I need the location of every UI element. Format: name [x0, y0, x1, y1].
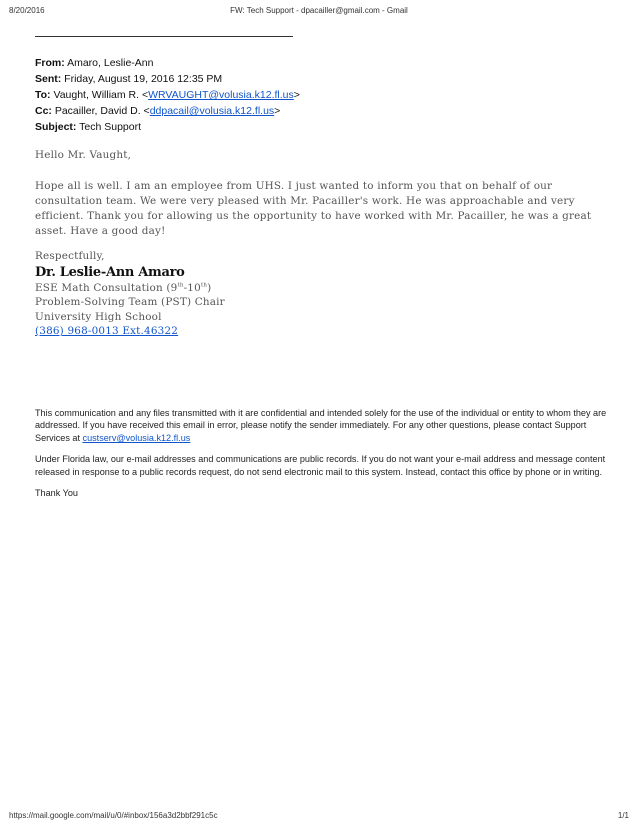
cc-row	[35, 103, 595, 119]
signature-title-prefix: ESE Math Consultation (9	[35, 281, 178, 294]
signature-title-suffix: )	[207, 281, 212, 294]
disclaimer-confidential-text: This communication and any files transmitted with it are confidential and intended solely for the use of the individual or entity to whom they are addressed. If you have received this email in error, please notify the sender immediately. For any other questions, please contact Support Services at	[35, 408, 607, 443]
subject-row	[35, 119, 595, 135]
disclaimer-public-records: Under Florida law, our e-mail addresses and communications are public records. If you do not want your e-mail address and message content released in response to a public records request, do not send electronic mail to this system. Instead, contact this office by phone or in writing.	[35, 454, 606, 477]
closing: Respectfully,	[35, 250, 105, 262]
signature-phone-link[interactable]: (386) 968-0013 Ext.46322	[35, 325, 179, 337]
cc-name: Pacailler, David D. <	[54, 105, 150, 117]
subject-label: Subject:	[35, 121, 77, 133]
from-label: From:	[35, 57, 65, 69]
message-paragraph: Hope all is well. I am an employee from UHS. I just wanted to inform you that on behalf of our consultation team. We were very pleased with Mr. Pacailler's work. He was approachable and very efficient. Thank you for allowing us the opportunity to have worked with Mr. Pacailler, he was a great asset. Have a good day!	[35, 180, 592, 237]
signature-team: Problem-Solving Team (PST) Chair	[35, 296, 225, 308]
sent-value: Friday, August 19, 2016 12:35 PM	[64, 73, 223, 85]
to-close: >	[293, 89, 300, 101]
footer-page-number: 1/1	[617, 811, 629, 820]
sent-label: Sent:	[35, 73, 62, 85]
cc-label: Cc:	[35, 105, 52, 117]
greeting: Hello Mr. Vaught,	[35, 149, 132, 161]
signature-sup-1: th	[177, 282, 184, 289]
from-row	[35, 55, 595, 71]
cc-email-link[interactable]: ddpacail@volusia.k12.fl.us	[149, 105, 275, 117]
from-value: Amaro, Leslie-Ann	[67, 57, 154, 69]
disclaimer	[35, 407, 607, 508]
print-footer	[0, 811, 638, 823]
sent-row	[35, 71, 595, 87]
forward-divider	[35, 36, 293, 37]
print-header	[0, 6, 638, 20]
signature-school: University High School	[35, 310, 162, 323]
to-email-link[interactable]: WRVAUGHT@volusia.k12.fl.us	[148, 89, 294, 101]
to-name: Vaught, William R. <	[53, 89, 149, 101]
forwarded-headers	[35, 55, 595, 135]
signature-title-mid: -10	[183, 281, 201, 294]
signature-block	[35, 249, 605, 339]
signature-title	[35, 281, 605, 296]
signature-name: Dr. Leslie-Ann Amaro	[35, 264, 185, 280]
subject-value: Tech Support	[79, 121, 142, 133]
cc-close: >	[274, 105, 281, 117]
message-body	[35, 147, 605, 339]
support-email-link[interactable]: custserv@volusia.k12.fl.us	[82, 432, 191, 443]
to-row	[35, 87, 595, 103]
disclaimer-thanks: Thank You	[35, 488, 78, 499]
disclaimer-confidential	[35, 407, 607, 444]
footer-url: https://mail.google.com/mail/u/0/#inbox/156a3d2bbf291c5c	[9, 811, 218, 820]
signature-sup-2: th	[200, 282, 208, 289]
print-title: FW: Tech Support - dpacailler@gmail.com - Gmail	[230, 6, 408, 15]
print-date: 8/20/2016	[9, 6, 45, 15]
to-label: To:	[35, 89, 51, 101]
